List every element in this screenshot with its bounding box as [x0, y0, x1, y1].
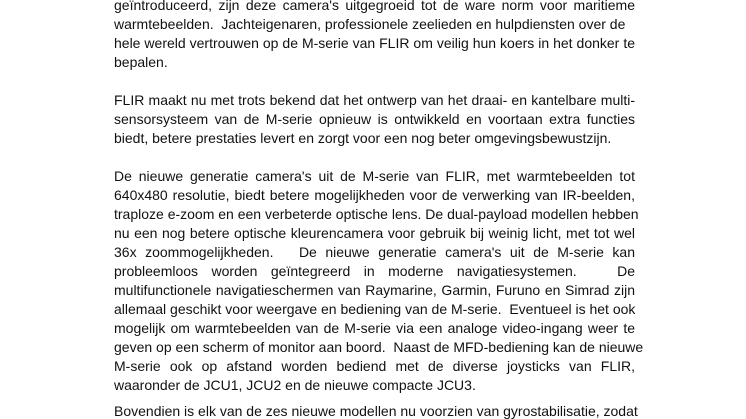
paragraph-1-line-1: geïntroduceerd, zijn deze camera's uitgegroeid tot de ware norm voor maritieme — [114, 0, 635, 13]
paragraph-1-line-4: bepalen. — [114, 54, 168, 70]
paragraph-3-line-12: waaronder de JCU1, JCU2 en de nieuwe compacte JCU3. — [114, 377, 476, 393]
paragraph-3-line-5: 36x zoommogelijkheden. De nieuwe generatie camera's uit de M-serie kan — [114, 244, 635, 260]
paragraph-2-line-2: sensorsysteem van de M-serie opnieuw is ontwikkeld en voortaan extra functies — [114, 111, 635, 127]
paragraph-3-line-7: multifunctionele navigatieschermen van Raymarine, Garmin, Furuno en Simrad zijn — [114, 282, 635, 298]
paragraph-3-line-10: geven op een scherm of monitor aan boord. Naast de MFD-bediening kan de nieuwe — [114, 339, 644, 355]
paragraph-3-line-1: De nieuwe generatie camera's uit de M-serie van FLIR, met warmtebeelden tot — [114, 168, 635, 184]
paragraph-3-line-11: M-serie ook op afstand worden bediend met de diverse joysticks van FLIR, — [114, 358, 635, 374]
paragraph-3-line-8: allemaal geschikt voor weergave en bediening van de M-serie. Eventueel is het ook — [114, 301, 636, 317]
paragraph-3-line-9: mogelijk om warmtebeelden van de M-serie via een analoge video-ingang weer te — [114, 320, 635, 336]
paragraph-3-line-4: nu een nog betere optische kleurencamera voor gebruik bij weinig licht, met tot wel — [114, 225, 635, 241]
paragraph-1-line-2: warmtebeelden. Jachteigenaren, professionele zeelieden en hulpdiensten over de — [114, 16, 626, 32]
paragraph-4-line-1: Bovendien is elk van de zes nieuwe modellen nu voorzien van gyrostabilisatie, zodat — [114, 403, 638, 419]
paragraph-3-line-2: 640x480 resolutie, biedt betere mogelijkheden voor de verwerking van IR-beelden, — [114, 187, 635, 203]
paragraph-3-line-6: probleemloos worden geïntegreerd in moderne navigatiesystemen. De — [114, 263, 635, 279]
paragraph-2-line-1: FLIR maakt nu met trots bekend dat het ontwerp van het draai- en kantelbare multi- — [114, 92, 635, 108]
paragraph-3-line-3: traploze e-zoom en een verbeterde optische lens. De dual-payload modellen hebben — [114, 206, 639, 222]
paragraph-2-line-3: biedt, betere prestaties levert en zorgt voor een nog beter omgevingsbewustzijn. — [114, 130, 612, 146]
paragraph-1-line-3: hele wereld vertrouwen op de M-serie van FLIR om veilig hun koers in het donker te — [114, 35, 635, 51]
